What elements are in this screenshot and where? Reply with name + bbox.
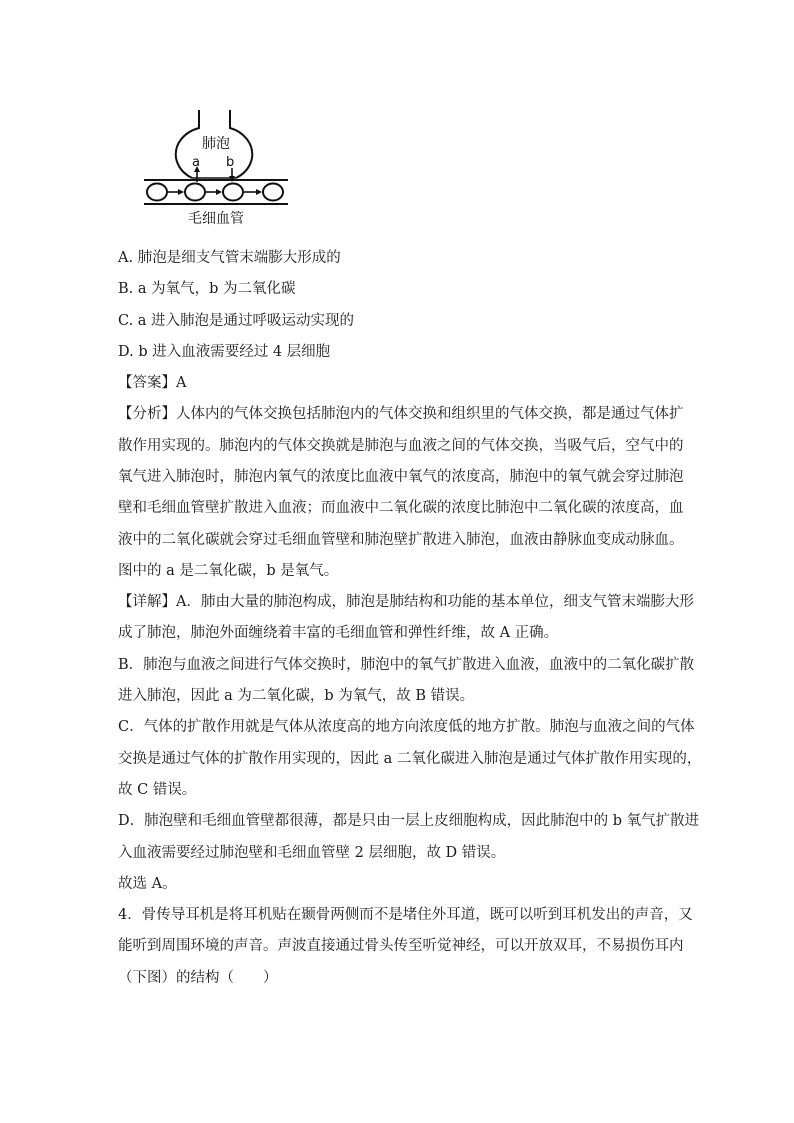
analysis-line: 氧气进入肺泡时，肺泡内氧气的浓度比血液中氧气的浓度高，肺泡中的氧气就会穿过肺泡: [118, 469, 684, 485]
alveolus-label: 肺泡: [202, 136, 230, 152]
analysis-line: 图中的 a 是二氧化碳，b 是氧气。: [118, 563, 339, 579]
detail-line: 故 C 错误。: [118, 782, 197, 798]
detail-line: 进入肺泡，因此 a 为二氧化碳，b 为氧气，故 B 错误。: [118, 688, 475, 704]
question-4-line: （下图）的结构（ ）: [118, 970, 278, 986]
flow-arrow-head: [216, 189, 222, 195]
capillary-label: 毛细血管: [188, 211, 244, 227]
detail-line: 【详解】A．肺由大量的肺泡构成，肺泡是肺结构和功能的基本单位，细支气管末端膨大形: [118, 594, 694, 610]
question-4-line: 4．骨传导耳机是将耳机贴在颞骨两侧而不是堵住外耳道，既可以听到耳机发出的声音，又: [118, 907, 693, 923]
detail-line: C．气体的扩散作用就是气体从浓度高的地方向浓度低的地方扩散。肺泡与血液之间的气体: [118, 719, 695, 735]
red-blood-cell: [185, 184, 205, 201]
option-b: B. a 为氧气，b 为二氧化碳: [118, 281, 296, 297]
answer-line: 【答案】A: [118, 375, 187, 391]
detail-line: 交换是通过气体的扩散作用实现的，因此 a 二氧化碳进入肺泡是通过气体扩散作用实现的，: [118, 751, 702, 767]
arrow-a-label: a: [192, 155, 200, 170]
flow-arrow-head: [178, 189, 184, 195]
option-d: D. b 进入血液需要经过 4 层细胞: [118, 344, 331, 360]
red-blood-cell: [223, 184, 243, 201]
option-a: A. 肺泡是细支气管末端膨大形成的: [118, 250, 341, 266]
option-c: C. a 进入肺泡是通过呼吸运动实现的: [118, 313, 355, 329]
analysis-line: 壁和毛细血管壁扩散进入血液；而血液中二氧化碳的浓度比肺泡中二氧化碳的浓度高，血: [118, 500, 684, 516]
question-4-line: 能听到周围环境的声音。声波直接通过骨头传至听觉神经，可以开放双耳，不易损伤耳内: [118, 938, 684, 954]
detail-line: B．肺泡与血液之间进行气体交换时，肺泡中的氧气扩散进入血液，血液中的二氧化碳扩散: [118, 657, 695, 673]
detail-line: D．肺泡壁和毛细血管壁都很薄，都是只由一层上皮细胞构成，因此肺泡中的 b 氧气扩散进: [118, 813, 700, 829]
flow-arrow-head: [256, 189, 262, 195]
arrow-b-label: b: [226, 155, 235, 170]
analysis-line: 【分析】人体内的气体交换包括肺泡内的气体交换和组织里的气体交换，都是通过气体扩: [118, 406, 684, 422]
detail-line: 成了肺泡，肺泡外面缠绕着丰富的毛细血管和弹性纤维，故 A 正确。: [118, 625, 559, 641]
analysis-line: 液中的二氧化碳就会穿过毛细血管壁和肺泡壁扩散进入肺泡，血液由静脉血变成动脉血。: [118, 532, 684, 548]
alveolus-capillary-diagram: [140, 106, 300, 230]
analysis-line: 散作用实现的。肺泡内的气体交换就是肺泡与血液之间的气体交换，当吸气后，空气中的: [118, 438, 684, 454]
red-blood-cell: [147, 184, 167, 201]
red-blood-cell: [263, 184, 283, 201]
detail-line: 入血液需要经过肺泡壁和毛细血管壁 2 层细胞，故 D 错误。: [118, 845, 506, 861]
detail-line: 故选 A。: [118, 876, 177, 892]
